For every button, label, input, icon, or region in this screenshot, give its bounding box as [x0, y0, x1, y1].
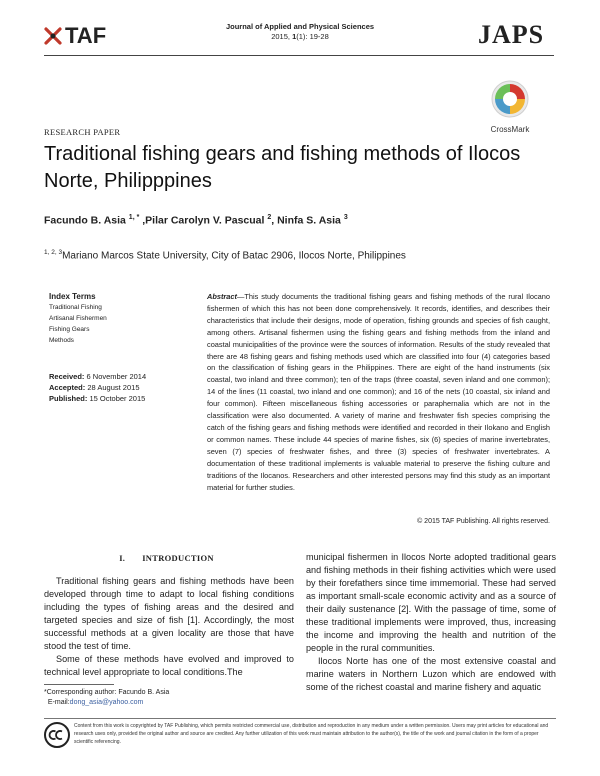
- author-sup: 3: [343, 214, 348, 221]
- intro-paragraph: Ilocos Norte has one of the most extensive coastal and marine waters in Northern Luzon which are endowed with some of the richest coastal and marine fishery and aquatic: [306, 656, 556, 692]
- journal-header: [200, 22, 400, 42]
- footnote: [44, 688, 294, 708]
- header-divider: [44, 55, 554, 56]
- section-heading-introduction: I. INTRODUCTION: [119, 553, 214, 563]
- publisher-logo-text: TAF: [65, 23, 107, 48]
- author-sup: 2: [267, 214, 272, 221]
- body-column-right: [306, 551, 556, 694]
- published-date: Published: 15 October 2015: [49, 394, 146, 403]
- copyright-notice: © 2015 TAF Publishing. All rights reserved.: [417, 518, 550, 525]
- intro-paragraph: municipal fishermen in Ilocos Norte adopted traditional gears and fishing methods in their fishing activities which were used by their forefathers since time immemorial. These had served as important small-scale economic activity and as a source of their daily sustenance [2]. With the passage of time, some of these traditional implements were improved, thus, increasing the income and improving the health and nutrition of the people in the rural communities.: [306, 552, 556, 653]
- article-dates: [49, 371, 199, 404]
- footer-divider: [44, 718, 556, 719]
- crossmark-badge[interactable]: [486, 80, 534, 134]
- affiliation-sup: 1, 2, 3: [44, 249, 63, 256]
- body-column-left: [44, 575, 294, 679]
- author-name: Ninfa S. Asia: [277, 214, 341, 227]
- author-list: Facundo B. Asia $^{1, *}$ ,Pilar Carolyn V. Pascual $^2$, Ninfa S. Asia $^3$: [44, 214, 348, 227]
- index-terms: [49, 291, 189, 346]
- email-link[interactable]: dong_asia@yahoo.com: [69, 699, 144, 706]
- abstract-label: Abstract: [207, 292, 237, 301]
- intro-paragraph: Some of these methods have evolved and improved to technical level appropriate to local conditions.The: [44, 654, 294, 677]
- crossmark-label: CrossMark: [490, 125, 530, 134]
- index-term: Traditional Fishing: [49, 304, 102, 311]
- crossmark-icon: [491, 80, 529, 118]
- paper-title: Traditional fishing gears and fishing methods of Ilocos Norte, Philipppines: [44, 143, 521, 192]
- affiliation: [44, 249, 406, 261]
- intro-paragraph: Traditional fishing gears and fishing methods have been developed through time to adapt to local fishing conditions including the types of fishing areas and the desired and targeted species and size of fish [1]. Accordingly, the most successful methods at a given locality are those that have stood the test of time.: [44, 576, 294, 651]
- paper-type: RESEARCH PAPER: [44, 127, 121, 137]
- creative-commons-icon: [44, 722, 70, 748]
- publisher-logo: [44, 23, 106, 49]
- journal-citation: 2015, 1(1): 19-28: [271, 32, 329, 41]
- email-line: E-mail:dong_asia@yahoo.com: [47, 699, 144, 706]
- index-term: Methods: [49, 337, 74, 344]
- accepted-date: Accepted: 28 August 2015: [49, 383, 140, 392]
- taf-mark-icon: [44, 27, 62, 45]
- journal-name: Journal of Applied and Physical Sciences: [225, 22, 375, 31]
- index-terms-heading: Index Terms: [49, 292, 96, 301]
- index-term: Fishing Gears: [49, 326, 90, 333]
- author-name: Pilar Carolyn V. Pascual: [145, 214, 265, 227]
- license-text: Content from this work is copyrighted by TAF Publishing, which permits restricted commercial use, distribution and reproduction in any medium under a written permission. Users may print articles for educational and research uses only, provided the original author and source are credited. Any further utilization of this work must maintain attribution to the author(s), the title of the work and journal citation in the form of a proper scientific referencing.: [74, 723, 549, 745]
- author-name: Facundo B. Asia: [44, 214, 126, 227]
- journal-abbrev: JAPS: [478, 20, 545, 49]
- author-sup: 1, *: [128, 214, 140, 221]
- footnote-divider: [44, 684, 114, 685]
- corresponding-author: *Corresponding author: Facundo B. Asia: [44, 689, 170, 696]
- affiliation-text: Mariano Marcos State University, City of Batac 2906, Ilocos Norte, Philippines: [62, 250, 406, 262]
- received-date: Received: 6 November 2014: [49, 372, 147, 381]
- abstract-text: —This study documents the traditional fishing gears and fishing methods of the rural Ilocano fishermen of which this has not been done comprehensively. It records, identifies, and describes their characteristics that include their designs, mode of operation, fishing grounds and species of fish caught, among others. Artisanal fishermen using the fishing gears and fishing methods from the inland and coastal municipalities of the province were the sources of information. Results of the study revealed that there are 48 fishing gears and fishing methods used which are classified into four (4) categories based on the classification of fishing gears in the Philippines. There are eight of the hand instruments (six coastal, two inland and three common); ten of the traps (three coastal, seven inland and one common); 14 of the lines (11 coastal, two inland and one common); and 16 of the nets (10 coastal, six inland and four common). Fifteen miscellaneous fishing accessories or paraphernalia which are not in the classification were also documented. A variety of marine and freshwater fish species comprising the catch of the fishing gears and fishing methods were identified and recorded in their Ilokano and English or common names. These include 44 species of marine fishes, six (6) species of marine invertebrates, seven (7) species of freshwater fishes, and three (3) species of freshwater invertebrates. A documentation of these traditional implements is valuable material to preserve the fishing culture and traditions of the Ilocanos. Researchers and other interested persons may find this study as an important material for further studies.: [207, 292, 550, 492]
- index-term: Artisanal Fishermen: [49, 315, 107, 322]
- abstract: [207, 291, 550, 493]
